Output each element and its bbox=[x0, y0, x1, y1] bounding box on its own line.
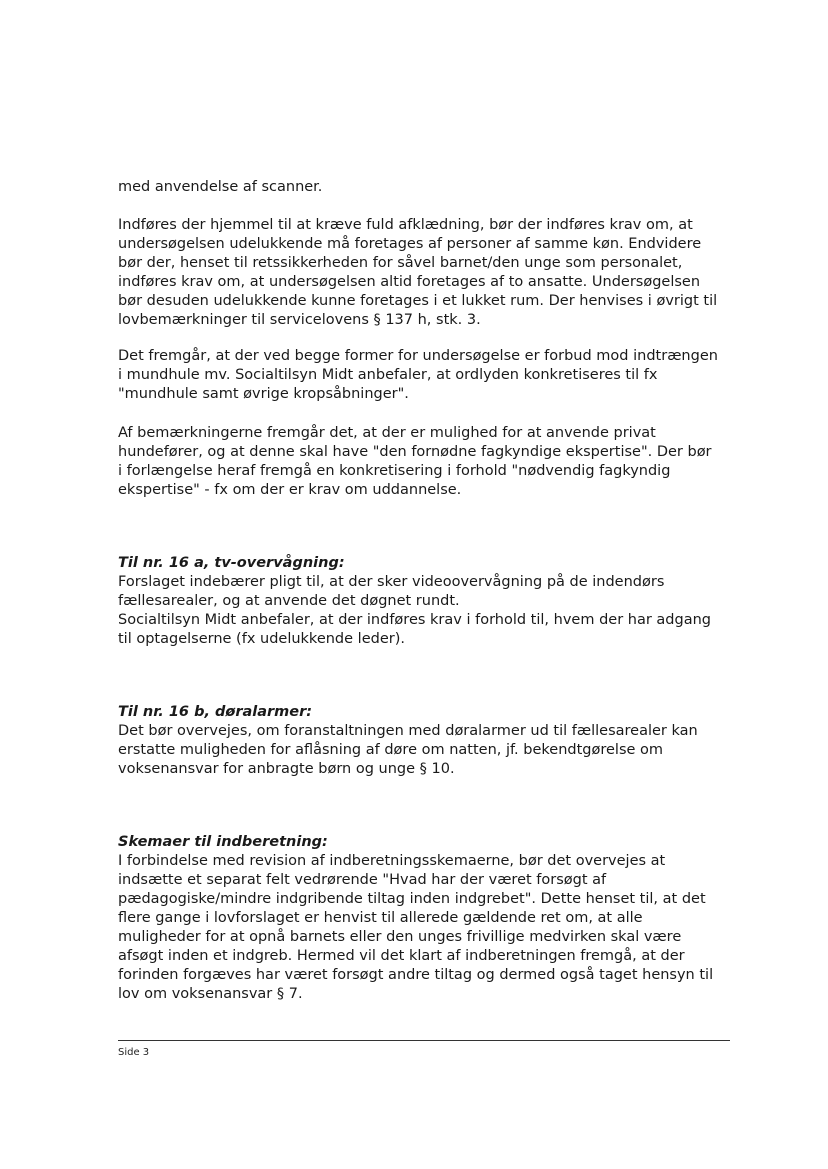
text-line: flere gange i lovforslaget er henvist til allerede gældende ret om, at alle bbox=[118, 910, 643, 926]
text-line: lovbemærkninger til servicelovens § 137 h, stk. 3. bbox=[118, 312, 481, 328]
text-line: hundefører, og at denne skal have "den fornødne fagkyndige ekspertise". Der bør bbox=[118, 444, 712, 460]
text-line: erstatte muligheden for aflåsning af døre om natten, jf. bekendtgørelse om bbox=[118, 742, 664, 758]
text-line: Af bemærkningerne fremgår det, at der er mulighed for at anvende privat bbox=[118, 425, 656, 441]
paragraph-undressing bbox=[118, 216, 728, 330]
text-line: undersøgelsen udelukkende må foretages af personer af samme køn. Endvidere bbox=[118, 236, 702, 252]
section-heading: Til nr. 16 b, døralarmer: bbox=[118, 704, 313, 720]
section-door-alarms bbox=[118, 703, 728, 779]
text-line: muligheder for at opnå barnets eller den unges frivillige medvirken skal være bbox=[118, 929, 682, 945]
text-line: Forslaget indebærer pligt til, at der sker videoovervågning på de indendørs bbox=[118, 574, 665, 590]
text-line: voksenansvar for anbragte børn og unge § 10. bbox=[118, 761, 455, 777]
paragraph-oral-cavity bbox=[118, 347, 728, 404]
text-line: bør desuden udelukkende kunne foretages i et lukket rum. Der henvises i øvrigt til bbox=[118, 293, 718, 309]
paragraph-scanner bbox=[118, 178, 728, 197]
text-line: indføres krav om, at undersøgelsen altid foretages af to ansatte. Undersøgelsen bbox=[118, 274, 701, 290]
text-line: Det fremgår, at der ved begge former for undersøgelse er forbud mod indtrængen bbox=[118, 348, 718, 364]
text-line: ekspertise" - fx om der er krav om uddannelse. bbox=[118, 482, 462, 498]
text-line: i forlængelse heraf fremgå en konkretisering i forhold "nødvendig fagkyndig bbox=[118, 463, 671, 479]
text-line: indsætte et separat felt vedrørende "Hvad har der været forsøgt af bbox=[118, 872, 607, 888]
text-line: i mundhule mv. Socialtilsyn Midt anbefaler, at ordlyden konkretiseres til fx bbox=[118, 367, 658, 383]
text-line: Indføres der hjemmel til at kræve fuld afklædning, bør der indføres krav om, at bbox=[118, 217, 693, 233]
section-heading: Til nr. 16 a, tv-overvågning: bbox=[118, 555, 345, 571]
text-line: Det bør overvejes, om foranstaltningen med døralarmer ud til fællesarealer kan bbox=[118, 723, 698, 739]
text-line: I forbindelse med revision af indberetningsskemaerne, bør det overvejes at bbox=[118, 853, 666, 869]
paragraph-dog-handler bbox=[118, 424, 728, 500]
footer-divider bbox=[118, 1040, 730, 1041]
page-number: Side 3 bbox=[118, 1047, 150, 1058]
text-line: "mundhule samt øvrige kropsåbninger". bbox=[118, 386, 409, 402]
section-reporting-forms bbox=[118, 833, 728, 1004]
text-line: Socialtilsyn Midt anbefaler, at der indføres krav i forhold til, hvem der har adgang bbox=[118, 612, 711, 628]
text-line: med anvendelse af scanner. bbox=[118, 179, 323, 195]
section-heading: Skemaer til indberetning: bbox=[118, 834, 328, 850]
text-line: pædagogiske/mindre indgribende tiltag inden indgrebet". Dette henset til, at det bbox=[118, 891, 706, 907]
text-line: til optagelserne (fx udelukkende leder). bbox=[118, 631, 405, 647]
text-line: lov om voksenansvar § 7. bbox=[118, 986, 303, 1002]
text-line: fællesarealer, og at anvende det døgnet rundt. bbox=[118, 593, 460, 609]
text-line: afsøgt inden et indgreb. Hermed vil det klart af indberetningen fremgå, at der bbox=[118, 948, 685, 964]
text-line: bør der, henset til retssikkerheden for såvel barnet/den unge som personalet, bbox=[118, 255, 683, 271]
text-line: forinden forgæves har været forsøgt andre tiltag og dermed også taget hensyn til bbox=[118, 967, 714, 983]
section-tv-surveillance bbox=[118, 554, 728, 649]
